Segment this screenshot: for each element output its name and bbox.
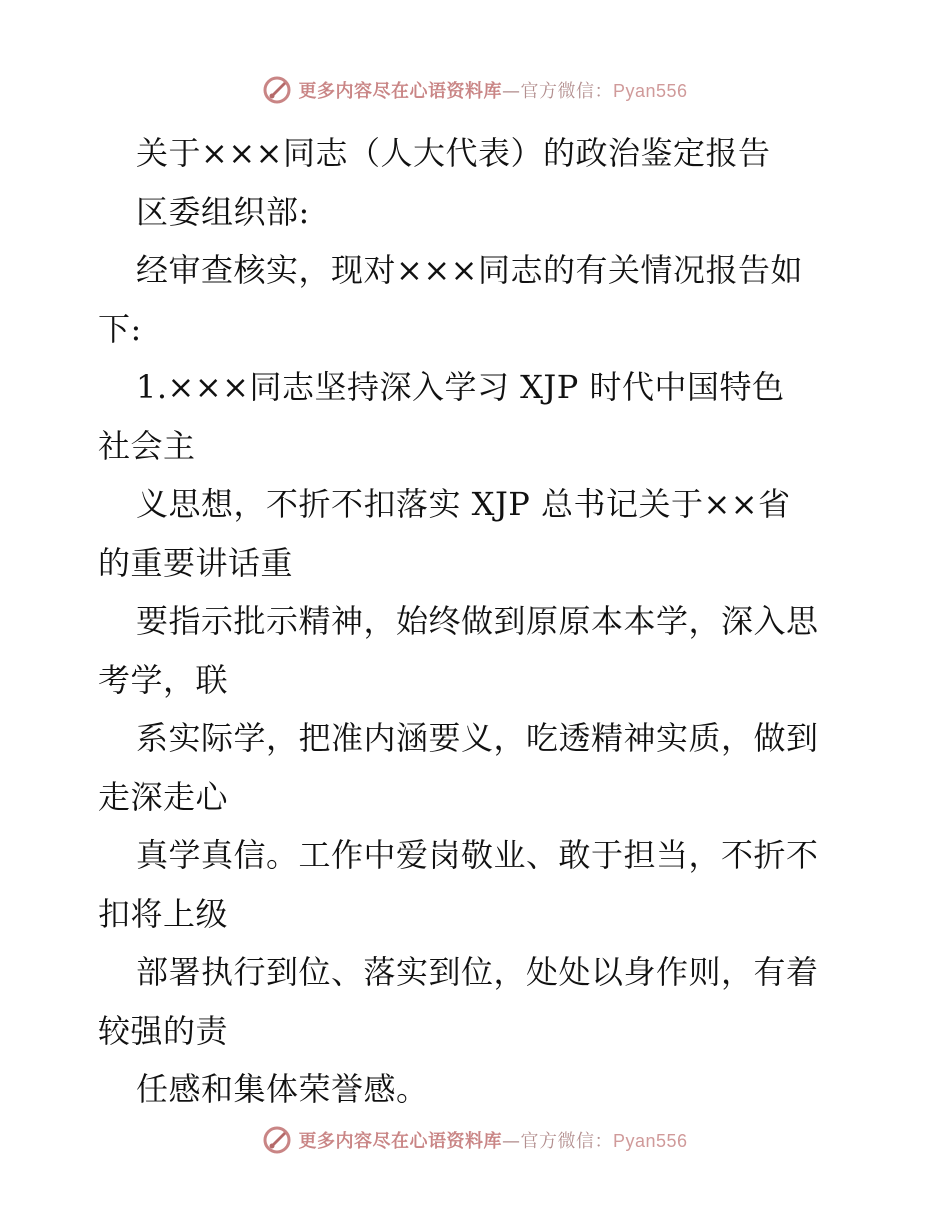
document-line: 扣将上级 bbox=[98, 894, 229, 933]
document-line: 1.×××同志坚持深入学习 XJP 时代中国特色 bbox=[136, 368, 785, 406]
watermark-separator: — bbox=[501, 1131, 521, 1152]
watermark-wechat-label: 官方微信： bbox=[520, 1131, 613, 1152]
watermark-banner-bottom bbox=[0, 1120, 950, 1160]
document-title: 关于×××同志（人大代表）的政治鉴定报告 bbox=[136, 134, 771, 172]
watermark-text bbox=[298, 1127, 687, 1153]
brush-circle-logo-icon bbox=[262, 75, 292, 105]
watermark-brand: 更多内容尽在心语资料库 bbox=[298, 1131, 502, 1152]
document-line: 较强的责 bbox=[98, 1011, 229, 1050]
watermark-brand: 更多内容尽在心语资料库 bbox=[298, 81, 502, 102]
document-line: 真学真信。工作中爱岗敬业、敢于担当，不折不 bbox=[136, 836, 819, 874]
watermark-banner-top bbox=[0, 70, 950, 110]
document-line: 义思想，不折不扣落实 XJP 总书记关于××省 bbox=[136, 485, 791, 523]
watermark-text bbox=[298, 77, 687, 103]
document-line: 部署执行到位、落实到位，处处以身作则，有着 bbox=[136, 953, 819, 991]
document-line: 的重要讲话重 bbox=[98, 543, 294, 582]
watermark-wechat-label: 官方微信： bbox=[520, 81, 613, 102]
document-line: 考学，联 bbox=[98, 660, 229, 699]
brush-circle-logo-icon bbox=[262, 1125, 292, 1155]
document-body bbox=[98, 124, 858, 1119]
watermark-wechat-id: Pyan556 bbox=[612, 1131, 688, 1151]
watermark-separator: — bbox=[501, 81, 521, 102]
document-line: 经审查核实，现对×××同志的有关情况报告如 bbox=[136, 251, 803, 289]
watermark-wechat-id: Pyan556 bbox=[612, 81, 688, 101]
document-line: 下: bbox=[98, 309, 142, 348]
document-line: 系实际学，把准内涵要义，吃透精神实质，做到 bbox=[136, 719, 819, 757]
document-line: 社会主 bbox=[98, 426, 196, 465]
document-recipient: 区委组织部: bbox=[136, 192, 310, 231]
document-line: 任感和集体荣誉感。 bbox=[136, 1070, 429, 1108]
document-line: 走深走心 bbox=[98, 777, 229, 816]
document-line: 要指示批示精神，始终做到原原本本学，深入思 bbox=[136, 602, 819, 640]
